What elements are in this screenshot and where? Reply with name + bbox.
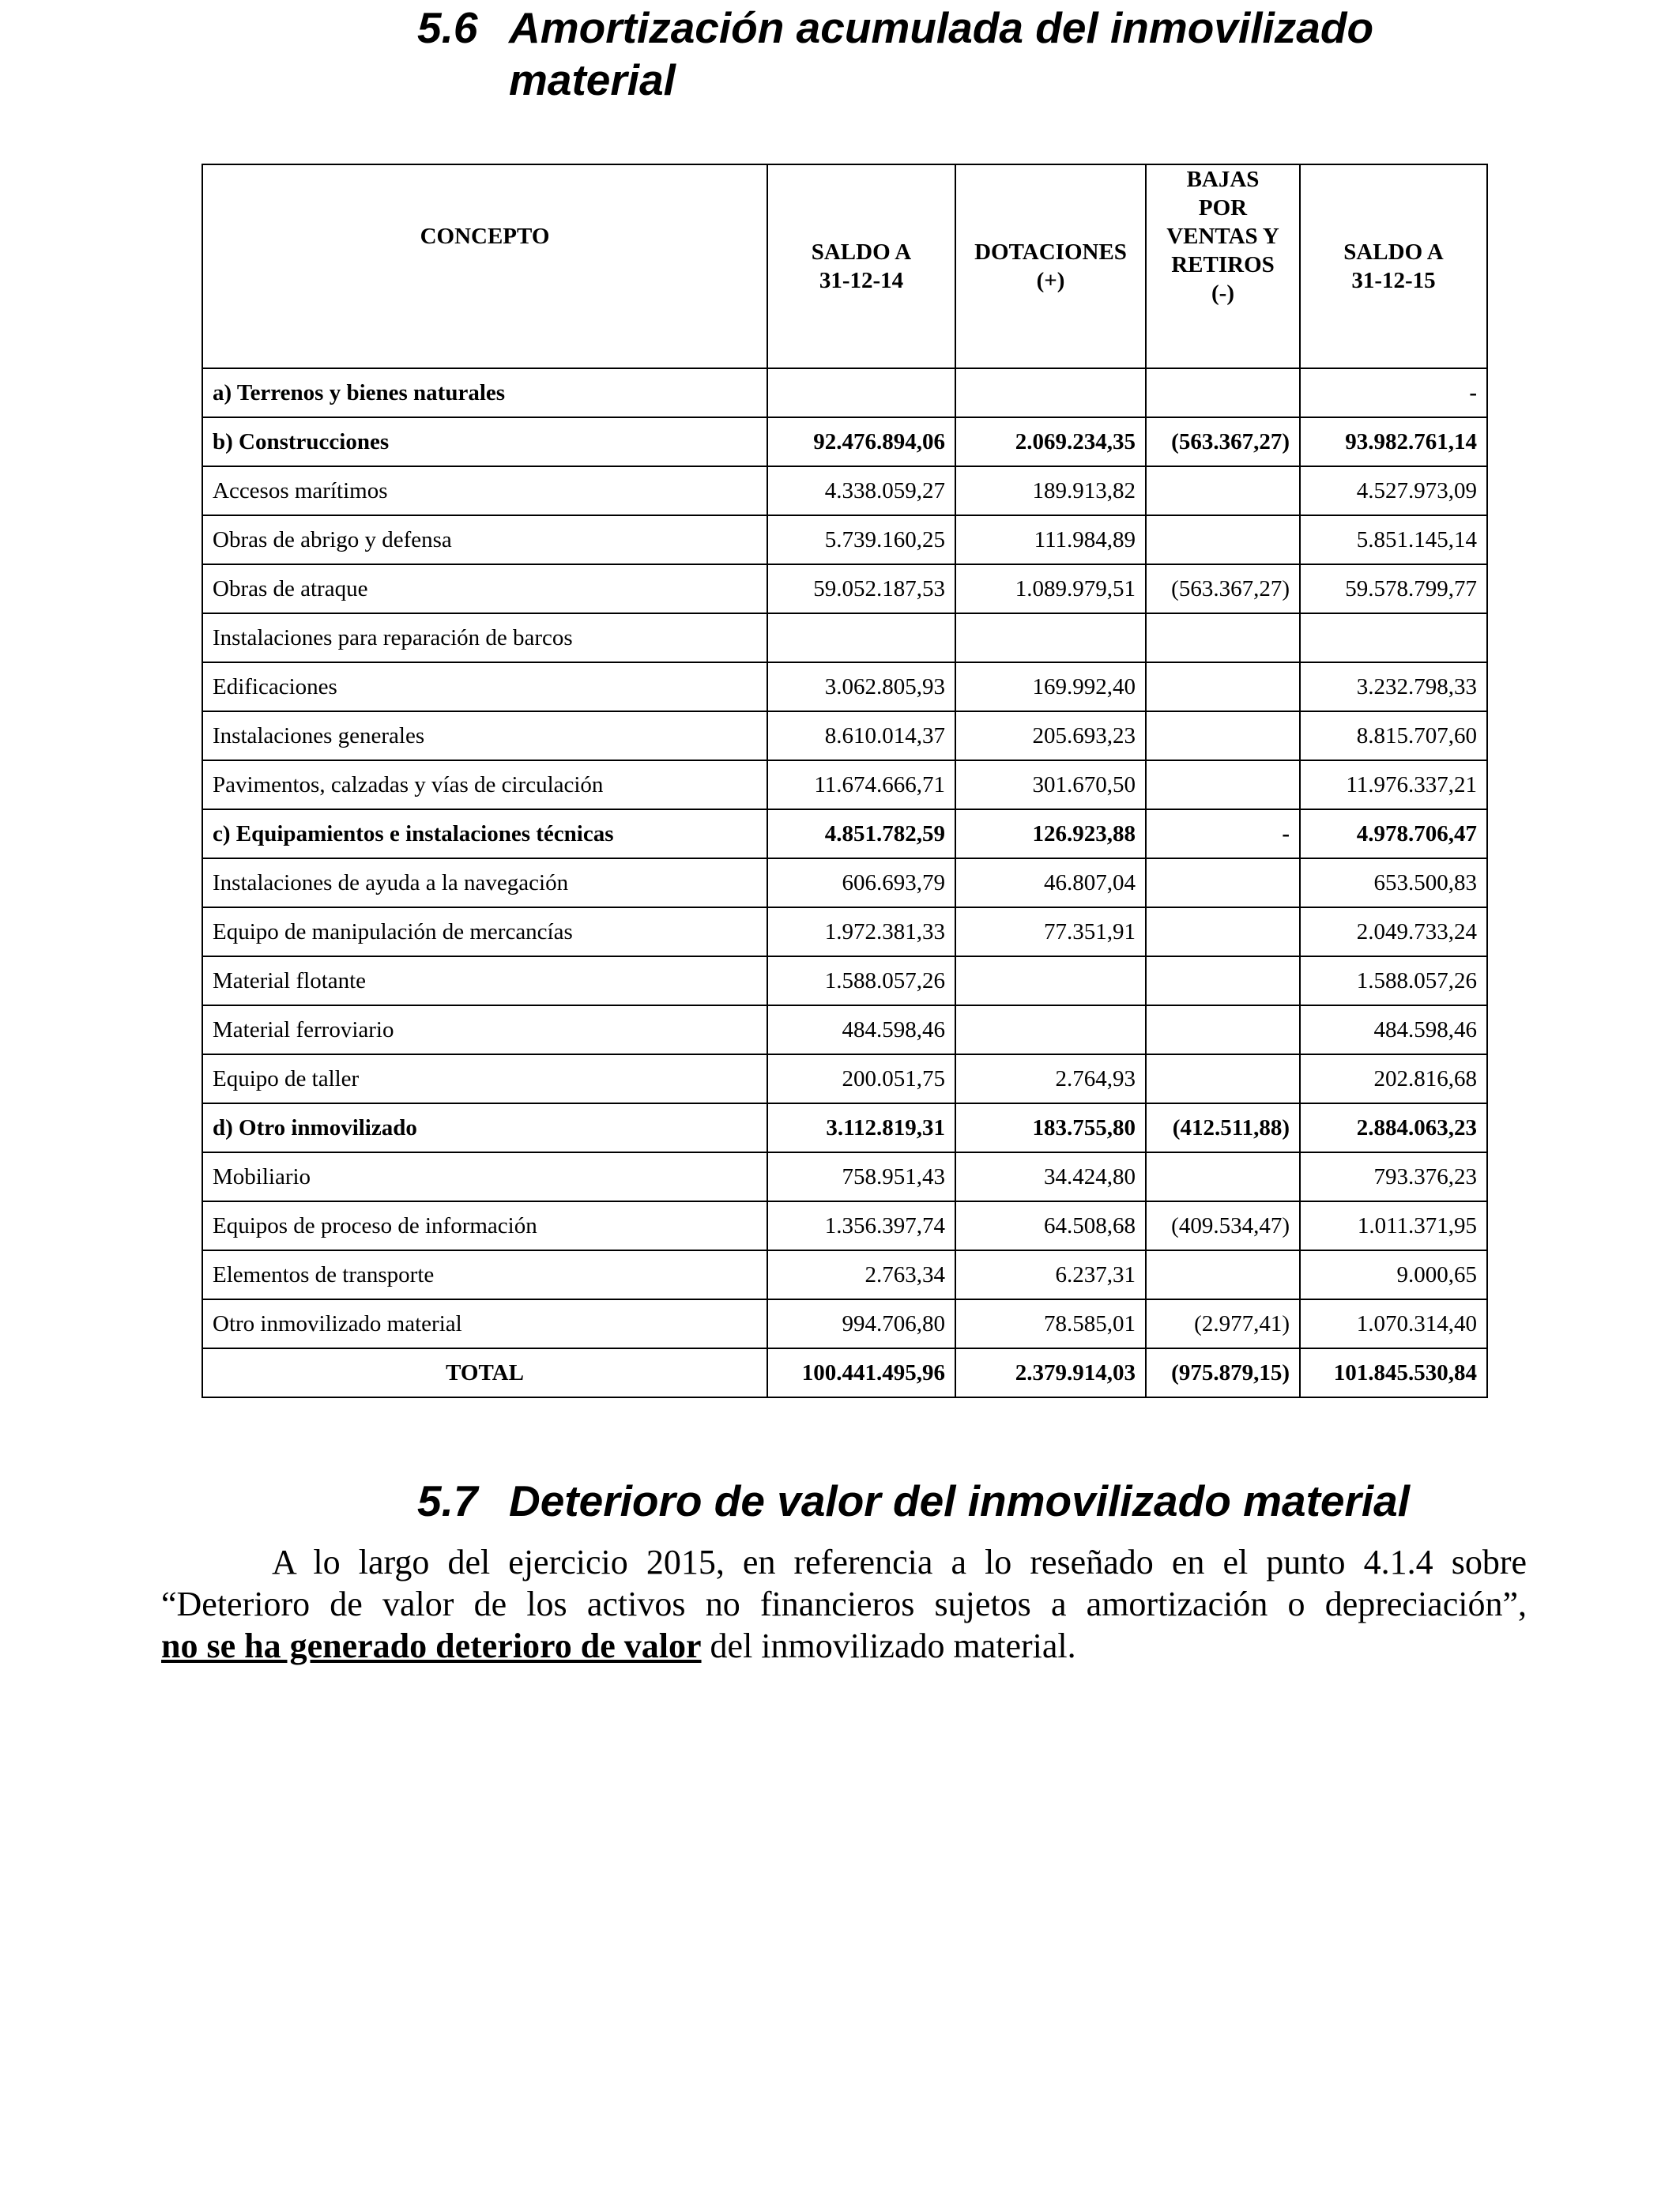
bajas-cell [1146, 711, 1300, 760]
concepto-cell: Mobiliario [202, 1152, 767, 1201]
paragraph-line-1: A lo largo del ejercicio 2015, en referencia a lo reseñado en el punto 4.1.4 sobre [272, 1543, 1527, 1581]
dotaciones-cell: 301.670,50 [955, 760, 1146, 809]
concepto-cell: Instalaciones de ayuda a la navegación [202, 858, 767, 907]
paragraph-line-2: “Deterioro de valor de los activos no financieros sujetos a amortización o depreciación”, [161, 1585, 1527, 1623]
dotaciones-cell [955, 1005, 1146, 1054]
dotaciones-cell [955, 368, 1146, 417]
saldo-inicial-cell: 92.476.894,06 [767, 417, 955, 466]
section-5-7-heading [417, 1475, 1410, 1527]
saldo-inicial-cell: 1.972.381,33 [767, 907, 955, 956]
total-row [202, 1348, 1487, 1397]
table-row [202, 907, 1487, 956]
bajas-cell [1146, 613, 1300, 662]
dotaciones-cell: 78.585,01 [955, 1299, 1146, 1348]
bajas-cell [1146, 1152, 1300, 1201]
section-number: 5.7 [417, 1476, 478, 1525]
saldo-final-cell: 1.070.314,40 [1300, 1299, 1487, 1348]
header-saldo-final: SALDO A 31-12-15 [1300, 164, 1487, 368]
saldo-inicial-cell: 606.693,79 [767, 858, 955, 907]
section-title: Deterioro de valor del inmovilizado material [509, 1476, 1411, 1525]
category-row [202, 809, 1487, 858]
dotaciones-cell [955, 613, 1146, 662]
saldo-final-cell: 2.884.063,23 [1300, 1103, 1487, 1152]
table-row [202, 858, 1487, 907]
total-bajas: (975.879,15) [1146, 1348, 1300, 1397]
concepto-cell: Instalaciones para reparación de barcos [202, 613, 767, 662]
saldo-final-cell: 59.578.799,77 [1300, 564, 1487, 613]
bajas-cell: (409.534,47) [1146, 1201, 1300, 1250]
dotaciones-cell: 1.089.979,51 [955, 564, 1146, 613]
saldo-inicial-cell: 3.062.805,93 [767, 662, 955, 711]
saldo-inicial-cell [767, 613, 955, 662]
saldo-final-cell: 484.598,46 [1300, 1005, 1487, 1054]
dotaciones-cell: 183.755,80 [955, 1103, 1146, 1152]
table-row [202, 956, 1487, 1005]
bajas-cell: - [1146, 809, 1300, 858]
concepto-cell: Accesos marítimos [202, 466, 767, 515]
dotaciones-cell: 46.807,04 [955, 858, 1146, 907]
saldo-final-cell: 202.816,68 [1300, 1054, 1487, 1103]
saldo-inicial-cell: 4.338.059,27 [767, 466, 955, 515]
saldo-inicial-cell: 3.112.819,31 [767, 1103, 955, 1152]
concepto-cell: Instalaciones generales [202, 711, 767, 760]
saldo-inicial-cell: 4.851.782,59 [767, 809, 955, 858]
table-row [202, 1054, 1487, 1103]
paragraph-tail: del inmovilizado material. [701, 1627, 1076, 1665]
concepto-cell: Equipos de proceso de información [202, 1201, 767, 1250]
saldo-inicial-cell [767, 368, 955, 417]
category-row [202, 417, 1487, 466]
saldo-final-cell: 3.232.798,33 [1300, 662, 1487, 711]
dotaciones-cell: 2.764,93 [955, 1054, 1146, 1103]
saldo-final-cell: 8.815.707,60 [1300, 711, 1487, 760]
bajas-cell [1146, 956, 1300, 1005]
concepto-cell: Equipo de manipulación de mercancías [202, 907, 767, 956]
saldo-final-cell: 9.000,65 [1300, 1250, 1487, 1299]
concepto-cell: Material flotante [202, 956, 767, 1005]
dotaciones-cell: 111.984,89 [955, 515, 1146, 564]
deterioro-paragraph [161, 1541, 1527, 1667]
concepto-cell: Edificaciones [202, 662, 767, 711]
header-dotaciones: DOTACIONES (+) [955, 164, 1146, 368]
table-row [202, 466, 1487, 515]
table-row [202, 1201, 1487, 1250]
table-row [202, 760, 1487, 809]
table-header-row [202, 164, 1487, 368]
saldo-inicial-cell: 994.706,80 [767, 1299, 955, 1348]
dotaciones-cell: 205.693,23 [955, 711, 1146, 760]
saldo-inicial-cell: 2.763,34 [767, 1250, 955, 1299]
saldo-final-cell: 4.978.706,47 [1300, 809, 1487, 858]
concepto-cell: a) Terrenos y bienes naturales [202, 368, 767, 417]
saldo-inicial-cell: 5.739.160,25 [767, 515, 955, 564]
total-saldo-inicial: 100.441.495,96 [767, 1348, 955, 1397]
concepto-cell: Obras de atraque [202, 564, 767, 613]
bajas-cell: (563.367,27) [1146, 417, 1300, 466]
bajas-cell [1146, 1250, 1300, 1299]
header-saldo-inicial: SALDO A 31-12-14 [767, 164, 955, 368]
bajas-cell: (2.977,41) [1146, 1299, 1300, 1348]
bajas-cell [1146, 466, 1300, 515]
table-row [202, 1005, 1487, 1054]
bajas-cell [1146, 515, 1300, 564]
concepto-cell: Obras de abrigo y defensa [202, 515, 767, 564]
saldo-final-cell: 1.588.057,26 [1300, 956, 1487, 1005]
header-concepto: CONCEPTO [202, 164, 767, 368]
bajas-cell: (412.511,88) [1146, 1103, 1300, 1152]
dotaciones-cell: 126.923,88 [955, 809, 1146, 858]
concepto-cell: d) Otro inmovilizado [202, 1103, 767, 1152]
saldo-final-cell: - [1300, 368, 1487, 417]
dotaciones-cell: 6.237,31 [955, 1250, 1146, 1299]
saldo-inicial-cell: 59.052.187,53 [767, 564, 955, 613]
table-row [202, 1250, 1487, 1299]
category-row [202, 1103, 1487, 1152]
bajas-cell: (563.367,27) [1146, 564, 1300, 613]
header-bajas: BAJAS POR VENTAS Y RETIROS (-) [1146, 164, 1300, 368]
amortization-table [202, 164, 1488, 1398]
dotaciones-cell: 64.508,68 [955, 1201, 1146, 1250]
saldo-final-cell: 5.851.145,14 [1300, 515, 1487, 564]
bajas-cell [1146, 760, 1300, 809]
bajas-cell [1146, 858, 1300, 907]
paragraph-emphasis: no se ha generado deterioro de valor [161, 1627, 702, 1665]
total-dotaciones: 2.379.914,03 [955, 1348, 1146, 1397]
saldo-final-cell: 2.049.733,24 [1300, 907, 1487, 956]
saldo-inicial-cell: 11.674.666,71 [767, 760, 955, 809]
bajas-cell [1146, 662, 1300, 711]
concepto-cell: Otro inmovilizado material [202, 1299, 767, 1348]
saldo-inicial-cell: 200.051,75 [767, 1054, 955, 1103]
table-row [202, 1152, 1487, 1201]
dotaciones-cell: 189.913,82 [955, 466, 1146, 515]
dotaciones-cell: 169.992,40 [955, 662, 1146, 711]
dotaciones-cell: 77.351,91 [955, 907, 1146, 956]
saldo-inicial-cell: 1.356.397,74 [767, 1201, 955, 1250]
concepto-cell: Elementos de transporte [202, 1250, 767, 1299]
saldo-final-cell: 11.976.337,21 [1300, 760, 1487, 809]
section-5-6-heading [417, 2, 1373, 106]
total-saldo-final: 101.845.530,84 [1300, 1348, 1487, 1397]
dotaciones-cell: 2.069.234,35 [955, 417, 1146, 466]
table-row [202, 711, 1487, 760]
dotaciones-cell: 34.424,80 [955, 1152, 1146, 1201]
section-title: Amortización acumulada del inmovilizado [509, 3, 1374, 52]
table-row [202, 1299, 1487, 1348]
bajas-cell [1146, 907, 1300, 956]
bajas-cell [1146, 368, 1300, 417]
dotaciones-cell [955, 956, 1146, 1005]
total-label: TOTAL [202, 1348, 767, 1397]
table-row [202, 515, 1487, 564]
saldo-final-cell: 93.982.761,14 [1300, 417, 1487, 466]
concepto-cell: b) Construcciones [202, 417, 767, 466]
saldo-final-cell: 793.376,23 [1300, 1152, 1487, 1201]
table-row [202, 564, 1487, 613]
concepto-cell: Equipo de taller [202, 1054, 767, 1103]
category-row [202, 368, 1487, 417]
concepto-cell: Pavimentos, calzadas y vías de circulación [202, 760, 767, 809]
table-row [202, 613, 1487, 662]
saldo-inicial-cell: 8.610.014,37 [767, 711, 955, 760]
section-number: 5.6 [417, 3, 478, 52]
saldo-final-cell: 653.500,83 [1300, 858, 1487, 907]
saldo-inicial-cell: 484.598,46 [767, 1005, 955, 1054]
section-title-continued: material [509, 55, 676, 104]
bajas-cell [1146, 1054, 1300, 1103]
bajas-cell [1146, 1005, 1300, 1054]
saldo-final-cell [1300, 613, 1487, 662]
concepto-cell: Material ferroviario [202, 1005, 767, 1054]
saldo-inicial-cell: 1.588.057,26 [767, 956, 955, 1005]
table-row [202, 662, 1487, 711]
saldo-inicial-cell: 758.951,43 [767, 1152, 955, 1201]
concepto-cell: c) Equipamientos e instalaciones técnicas [202, 809, 767, 858]
saldo-final-cell: 1.011.371,95 [1300, 1201, 1487, 1250]
saldo-final-cell: 4.527.973,09 [1300, 466, 1487, 515]
